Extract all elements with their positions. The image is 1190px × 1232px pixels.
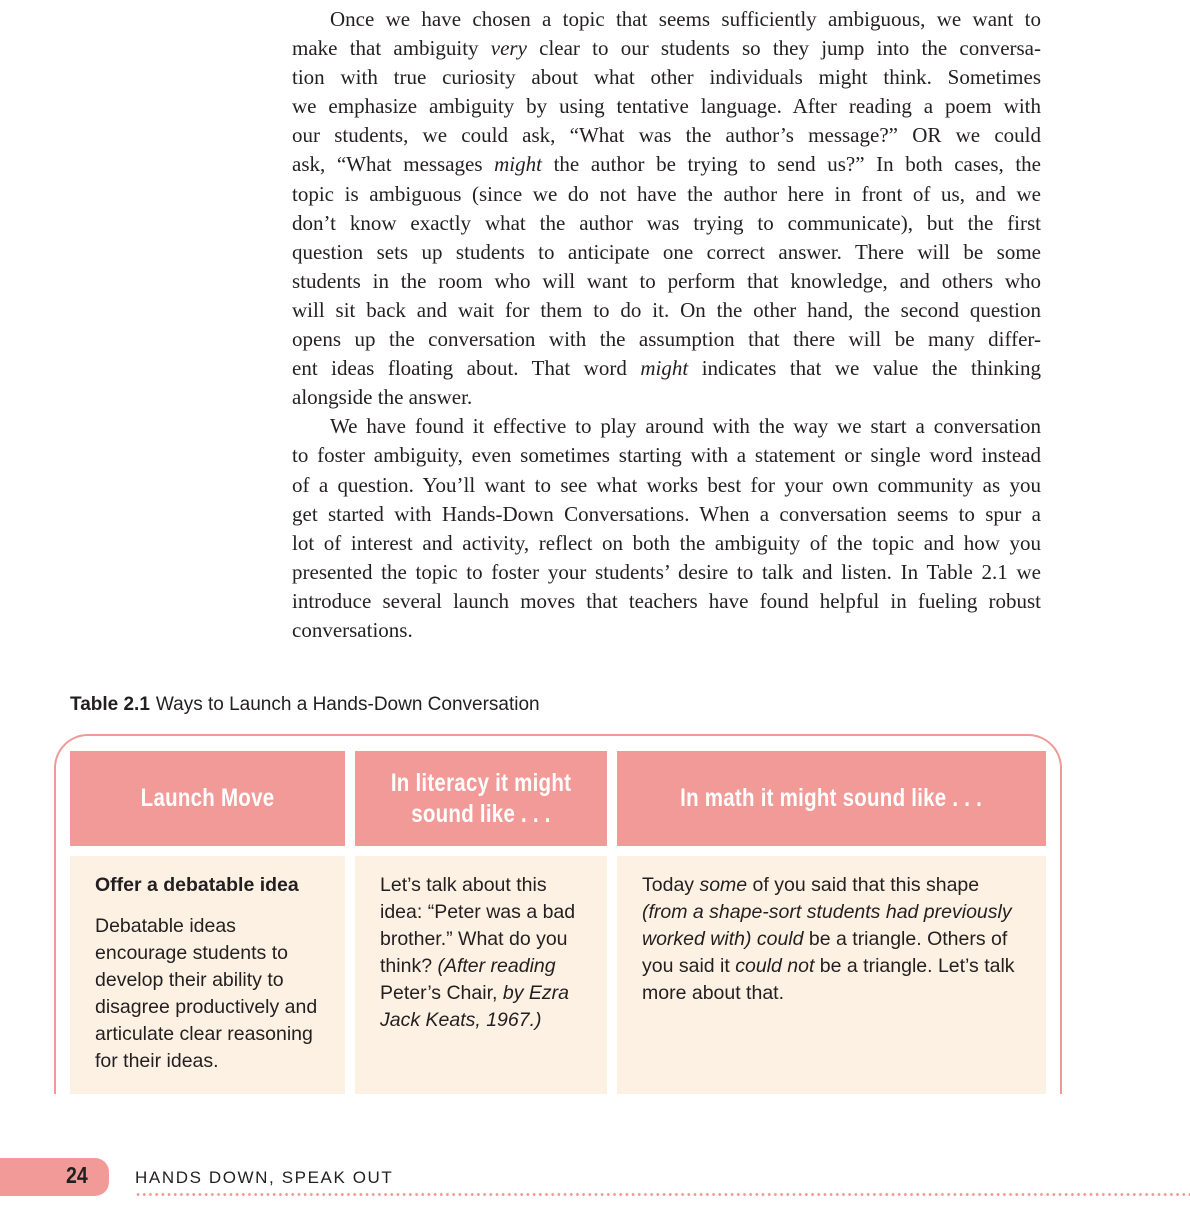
- table-caption-label: Table 2.1: [70, 694, 150, 715]
- table-caption: [70, 694, 540, 716]
- text-line: tion with true curiosity about what other individuals might think. Sometimes: [292, 65, 1041, 90]
- text-line: we emphasize ambiguity by using tentative language. After reading a poem with: [292, 94, 1041, 119]
- running-head: HANDS DOWN, SPEAK OUT: [135, 1168, 394, 1187]
- text-line: opens up the conversation with the assumption that there will be many differ-: [292, 327, 1041, 352]
- header-launch-move: [70, 751, 345, 846]
- text-line: of a question. You’ll want to see what works best for your own community as you: [292, 472, 1041, 497]
- text-line: alongside the answer.: [292, 385, 473, 410]
- body-text: [292, 5, 1041, 645]
- cell-literacy: [355, 856, 607, 1096]
- text-line: will sit back and wait for them to do it. On the other hand, the second question: [292, 297, 1041, 322]
- text-line: don’t know exactly what the author was trying to communicate), but the first: [292, 210, 1041, 235]
- text-line: our students, we could ask, “What was the author’s message?” OR we could: [292, 123, 1041, 148]
- cell-launch-move: [70, 856, 345, 1096]
- header-math: [617, 751, 1046, 846]
- text-line: Once we have chosen a topic that seems sufficiently ambiguous, we want to: [330, 7, 1041, 31]
- dotted-rule: [135, 1193, 1190, 1196]
- text-line: ask, “What messages might the author be trying to send us?” In both cases, the: [292, 152, 1041, 177]
- text-line: conversations.: [292, 617, 413, 642]
- page-number-tab: [0, 1158, 109, 1196]
- paragraph-1: [292, 5, 1041, 412]
- text-line: make that ambiguity very clear to our students so they jump into the conversa-: [292, 36, 1041, 61]
- header-literacy: [355, 751, 607, 846]
- header-label: In math it might sound like . . .: [680, 784, 983, 812]
- text-line: to foster ambiguity, even sometimes starting with a statement or single word instead: [292, 443, 1041, 468]
- header-label: Launch Move: [140, 784, 275, 812]
- move-title: Offer a debatable idea: [95, 874, 299, 896]
- literacy-example: Let’s talk about this idea: “Peter was a bad brother.” What do you think? (After reading Peter’s Chair, by Ezra Jack Keats, 1967.): [380, 874, 576, 1031]
- text-line: introduce several launch moves that teachers have found helpful in fueling robust: [292, 588, 1041, 613]
- text-line: ent ideas floating about. That word might indicates that we value the thinking: [292, 356, 1041, 381]
- text-line: topic is ambiguous (since we do not have the author here in front of us, and we: [292, 181, 1041, 206]
- table-caption-title: Ways to Launch a Hands-Down Conversation: [155, 694, 540, 715]
- text-line: presented the topic to foster your students’ desire to talk and listen. In Table 2.1 we: [292, 559, 1041, 584]
- math-example: Today some of you said that this shape (from a shape-sort students had previously worked with) could be a triangle. Others of you said it could not be a triangle. Let’s talk more about that.: [642, 874, 1015, 1004]
- text-line: lot of interest and activity, reflect on both the ambiguity of the topic and how you: [292, 530, 1041, 555]
- text-line: We have found it effective to play around with the way we start a conversation: [330, 414, 1041, 439]
- page-number: 24: [66, 1162, 88, 1188]
- paragraph-2: [292, 412, 1041, 645]
- cell-math: [617, 856, 1046, 1096]
- text-line: get started with Hands-Down Conversations. When a conversation seems to spur a: [292, 501, 1041, 526]
- text-line: students in the room who will want to perform that knowledge, and others who: [292, 268, 1041, 293]
- page-break-mask: [40, 1094, 1080, 1154]
- text-line: question sets up students to anticipate one correct answer. There will be some: [292, 239, 1041, 264]
- header-label: In literacy it might sound like . . .: [390, 768, 572, 828]
- move-description: Debatable ideas encourage students to develop their ability to disagree productively and articulate clear reasoning for their ideas.: [95, 915, 318, 1072]
